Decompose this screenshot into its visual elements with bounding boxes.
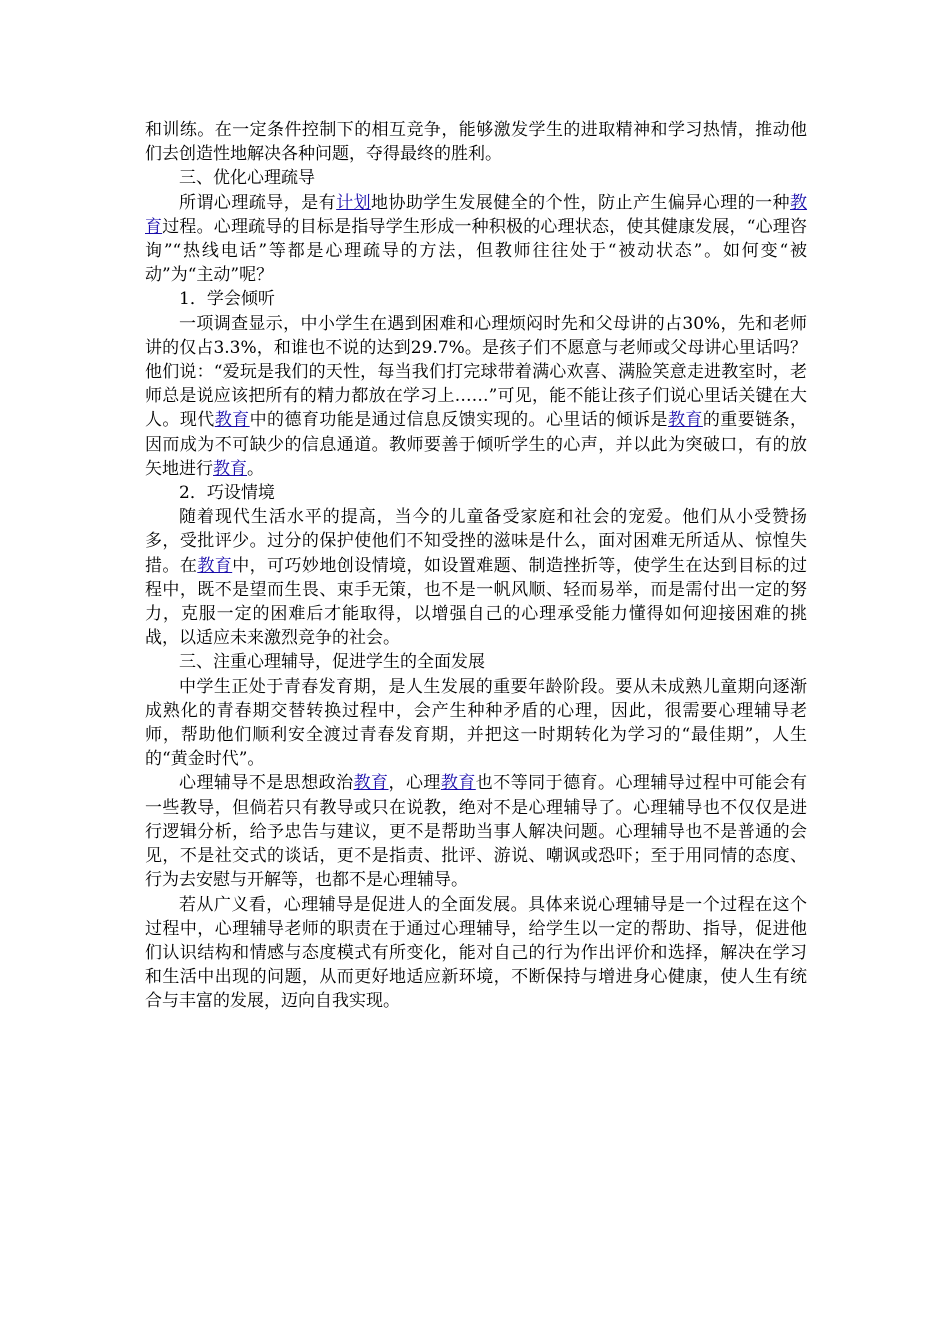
text-segment: 若从广义看，心理辅导是促进人的全面发展。具体来说心理辅导是一个过程在这个过程中，心理辅导老师的职责在于通过心理辅导，给学生以一定的帮助、指导，促进他们认识结构和情感与态度模式有所变化，能对自己的行为作出评价和选择，解决在学习和生活中出现的问题，从而更好地适应新环境，不断保持与增进身心健康，使人生有统合与丰富的发展，迈向自我实现。: [145, 894, 807, 1012]
text-segment: ，心理: [388, 773, 441, 794]
section-heading: [145, 166, 807, 190]
text-segment: 心理辅导不是思想政治: [179, 773, 354, 794]
text-segment: 随着现代生活水平的提高，当今的儿童备受家庭和社会的宠爱。他们从小受赞扬多，受批评少。过分的保护使他们不知受挫的滋味是什么，面对困难无所适从、惊惶失措。在: [145, 507, 807, 576]
text-segment: 一项调查显示，中小学生在遇到困难和心理烦闷时先和父母讲的占30%，先和老师讲的仅占3.3%，和谁也不说的达到29.7%。是孩子们不愿意与老师或父母讲心里话吗？他们说：“爱玩是我们的天性，每当我们打完球带着满心欢喜、满脸笑意走进教室时，老师总是说应该把所有的精力都放在学习上……”可见，能不能让孩子们说心里话关键在大人。现代: [145, 313, 807, 431]
section-heading: [145, 650, 807, 674]
inline-link[interactable]: 教育: [145, 192, 808, 237]
text-segment: 中的德育功能是通过信息反馈实现的。心里话的倾诉是: [249, 410, 668, 431]
text-segment: 的重要链条，因而成为不可缺少的信息通道。教师要善于倾听学生的心声，并以此为突破口，有的放矢地进行: [145, 410, 808, 479]
text-segment: 中，可巧妙地创设情境，如设置难题、制造挫折等，使学生在达到目标的过程中，既不是望而生畏、束手无策，也不是一帆风顺、轻而易举，而是需付出一定的努力，克服一定的困难后才能取得，以增强自己的心理承受能力懂得如何迎接困难的挑战，以适应未来激烈竞争的社会。: [145, 555, 808, 649]
text-segment: 所谓心理疏导，是有: [179, 192, 337, 213]
section-heading: [145, 481, 807, 505]
inline-link[interactable]: 教育: [213, 458, 247, 479]
text-segment: 三、优化心理疏导: [179, 168, 315, 189]
body-paragraph: [145, 312, 807, 481]
inline-link[interactable]: 教育: [668, 410, 703, 431]
document-body: [145, 118, 807, 1014]
text-segment: 1．学会倾听: [179, 289, 275, 310]
body-paragraph: [145, 771, 807, 892]
inline-link[interactable]: 教育: [197, 555, 233, 576]
body-paragraph: [145, 191, 807, 288]
inline-link[interactable]: 教育: [353, 773, 389, 794]
text-segment: 。: [247, 458, 264, 479]
inline-link[interactable]: 教育: [440, 773, 476, 794]
body-paragraph: [145, 675, 807, 772]
text-segment: 地协助学生发展健全的个性，防止产生偏异心理的一种: [371, 192, 791, 213]
inline-link[interactable]: 教育: [214, 410, 250, 431]
body-paragraph: [145, 893, 807, 1014]
text-segment: 和训练。在一定条件控制下的相互竞争，能够激发学生的进取精神和学习热情，推动他们去创造性地解决各种问题，夺得最终的胜利。: [145, 120, 807, 165]
text-segment: 过程。心理疏导的目标是指导学生形成一种积极的心理状态，使其健康发展，“心理咨询”“热线电话”等都是心理疏导的方法，但教师往往处于“被动状态”。如何变“被动”为“主动”呢？: [145, 216, 807, 286]
text-segment: 中学生正处于青春发育期，是人生发展的重要年龄阶段。要从未成熟儿童期向逐渐成熟化的青春期交替转换过程中，会产生种种矛盾的心理，因此，很需要心理辅导老师，帮助他们顺利安全渡过青春发育期，并把这一时期转化为学习的“最佳期”，人生的“黄金时代”。: [145, 676, 807, 770]
section-heading: [145, 287, 807, 311]
text-segment: 2．巧设情境: [179, 483, 275, 504]
body-paragraph: [145, 505, 807, 650]
text-segment: 也不等同于德育。心理辅导过程中可能会有一些教导，但倘若只有教导或只在说教，绝对不是心理辅导了。心理辅导也不仅仅是进行逻辑分析，给予忠告与建议，更不是帮助当事人解决问题。心理辅导也不是普通的会见，不是社交式的谈话，更不是指责、批评、游说、嘲讽或恐吓；至于用同情的态度、行为去安慰与开解等，也都不是心理辅导。: [145, 773, 808, 891]
text-segment: 三、注重心理辅导，促进学生的全面发展: [179, 652, 485, 673]
inline-link[interactable]: 计划: [336, 192, 372, 213]
body-paragraph: [145, 118, 807, 166]
